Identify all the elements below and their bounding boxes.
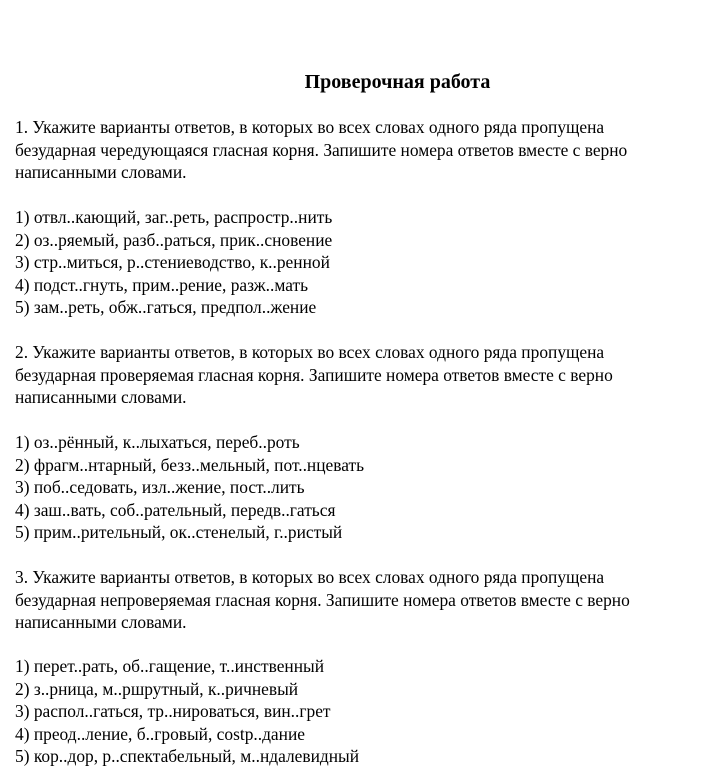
task-2-line-3: написанными словами. bbox=[15, 387, 187, 407]
task-2-option-5: 5) прим..рительный, ок..стенелый, г..ристый bbox=[15, 522, 343, 542]
task-2-line-1: 2. Укажите варианты ответов, в которых во всех словах одного ряда пропущена bbox=[15, 342, 605, 362]
task-1-option-2: 2) оз..ряемый, разб..раться, прик..сновение bbox=[15, 229, 333, 250]
task-3-line-2: безударная непроверяемая гласная корня. Запишите номера ответов вместе с верно bbox=[15, 589, 630, 610]
task-1-line-1: 1. Укажите варианты ответов, в которых во всех словах одного ряда пропущена bbox=[15, 117, 605, 137]
task-3-line-1: 3. Укажите варианты ответов, в которых во всех словах одного ряда пропущена bbox=[15, 567, 605, 587]
task-1-option-1: 1) отвл..кающий, заг..реть, распростр..нить bbox=[15, 207, 333, 227]
task-2-instructions bbox=[15, 341, 613, 409]
task-3-option-3: 3) распол..гаться, тр..нироваться, вин..грет bbox=[15, 701, 331, 721]
task-2-option-1: 1) оз..рённый, к..лыхаться, переб..роть bbox=[15, 432, 300, 452]
task-1-line-2: безударная чередующаяся гласная корня. Запишите номера ответов вместе с верно bbox=[15, 139, 628, 160]
task-3-option-4: 4) преод..ление, б..гровый, сostр..дание bbox=[15, 723, 305, 744]
task-3-option-2: 2) з..рница, м..ршрутный, к..ричневый bbox=[15, 678, 299, 699]
task-1-options bbox=[15, 206, 332, 319]
task-2-option-4: 4) заш..вать, соб..рательный, передв..гаться bbox=[15, 499, 336, 520]
task-1-line-3: написанными словами. bbox=[15, 162, 187, 182]
task-1-option-3: 3) стр..миться, р..стениеводство, к..ренной bbox=[15, 252, 330, 272]
task-3-options bbox=[15, 655, 359, 768]
task-1-option-4: 4) подст..гнуть, прим..рение, разж..мать bbox=[15, 274, 309, 295]
task-3-option-5: 5) кор..дор, р..спектабельный, м..ндалевидный bbox=[15, 746, 360, 766]
task-1-instructions bbox=[15, 116, 627, 184]
task-3-instructions bbox=[15, 566, 630, 634]
task-1-option-5: 5) зам..реть, обж..гаться, предпол..жение bbox=[15, 297, 317, 317]
page-title: Проверочная работа bbox=[304, 71, 491, 93]
task-3-line-3: написанными словами. bbox=[15, 612, 187, 632]
task-2-options bbox=[15, 431, 364, 544]
task-2-option-2: 2) фрагм..нтарный, безз..мельный, пот..нцевать bbox=[15, 454, 365, 475]
task-2-option-3: 3) поб..седовать, изл..жение, пост..лить bbox=[15, 477, 305, 497]
task-3-option-1: 1) перет..рать, об..гащение, т..инственный bbox=[15, 656, 325, 676]
task-2-line-2: безударная проверяемая гласная корня. Запишите номера ответов вместе с верно bbox=[15, 364, 613, 385]
